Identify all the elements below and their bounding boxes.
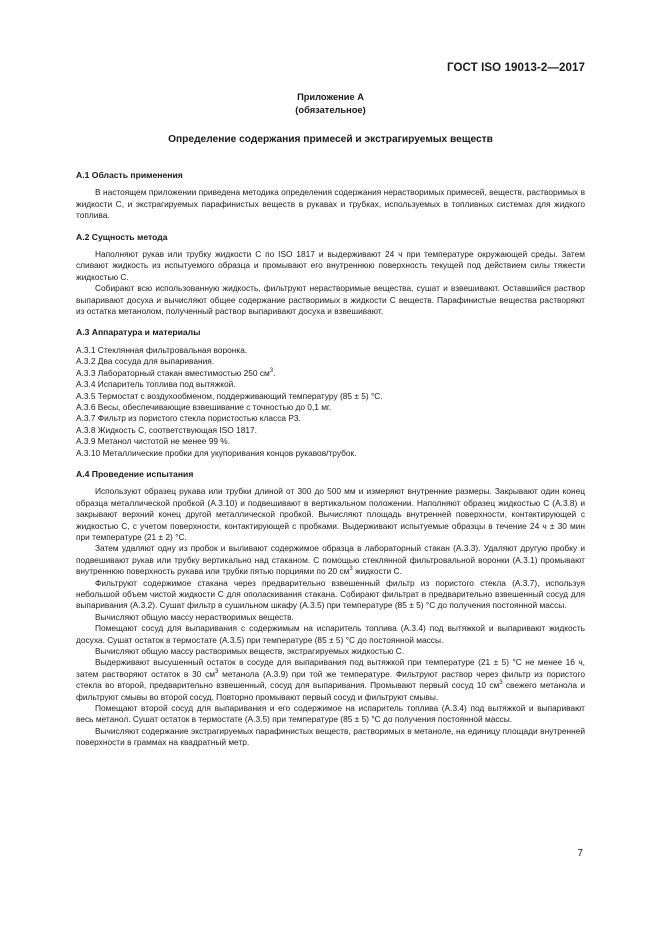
paragraph: Вычисляют общую массу нерастворимых веществ. <box>95 611 294 622</box>
paragraph: Наполняют рукав или трубку жидкости С по ISO 1817 и выдерживают 24 ч при температуре окружающей среды. Затем сливают жидкость из испытуемого образца и промывают его внутреннюю поверхность текущей под действием силы тяжести жидкостью С. <box>76 249 585 282</box>
list-item: А.3.10 Металлические пробки для укупоривания концов рукавов/трубок. <box>76 447 357 458</box>
annex-title: Приложение А <box>297 92 364 102</box>
section-a1 <box>76 170 585 222</box>
section-heading: А.2 Сущность метода <box>76 231 168 242</box>
list-item: А.3.8 Жидкость С, соответствующая ISO 1817. <box>76 424 257 435</box>
section-heading: А.1 Область применения <box>76 170 183 180</box>
list-item: А.3.7 Фильтр из пористого стекла пористостью класса Р3. <box>76 413 301 424</box>
paragraph: Помещают второй сосуд для выпаривания и его содержимое на испаритель топлива (А.3.4) под вытяжкой и выпаривают весь метанол. Сушат остаток в термостате (А.3.5) при температуре (85 ± 5) °С до получения постоянной массы. <box>76 703 585 725</box>
section-a4 <box>76 469 585 749</box>
paragraph: Выдерживают высушенный остаток в сосуде для выпаривания под вытяжкой при температуре (21 ± 5) °С не менее 16 ч, затем растворяют остаток в 30 $см^3$ метанола (А.3.9) при той же температуре. Фильтруют раствор через фильтр из пористого стекла во второй, предварительно взвешенный, сосуд для выпаривания. Промывают первый сосуд 10 $см^3$ свежего метанола и фильтруют смывы во второй сосуд. Повторно промывают первый сосуд и фильтруют смывы. <box>76 657 585 702</box>
standard-number: ГОСТ ISO 19013-2—2017 <box>447 62 585 74</box>
paragraph: Фильтруют содержимое стакана через предварительно взвешенный фильтр из пористого стекла (А.3.7), используя небольшой объем чистой жидкости С для ополаскивания стакана. Собирают фильтрат в предварительно взвешенный сосуд для выпаривания (А.3.2). Сушат фильтр в сушильном шкафу (А.3.5) при температуре (85 ± 5) °С до получения постоянной массы. <box>76 577 585 611</box>
paragraph: Вычисляют содержание экстрагируемых парафинистых веществ, растворимых в метаноле, на единицу площади внутренней поверхности в граммах на квадратный метр. <box>76 725 585 748</box>
paragraph: В настоящем приложении приведена методика определения содержания нерастворимых примесей, веществ, растворимых в жидкости С, и экстрагируемых парафинистых веществ в рукавах и трубках, используемых в топливных системах для жидкого топлива. <box>76 187 585 221</box>
list-item: А.3.9 Метанол чистотой не менее 99 %. <box>76 436 231 447</box>
list-item: А.3.5 Термостат с воздухообменом, поддерживающий температуру (85 ± 5) °С. <box>76 390 383 401</box>
section-heading: А.3 Аппаратура и материалы <box>76 327 201 338</box>
section-heading: А.4 Проведение испытания <box>76 468 194 479</box>
document-body <box>76 170 585 759</box>
section-a2 <box>76 232 585 318</box>
document-title: Определение содержания примесей и экстрагируемых веществ <box>168 134 493 145</box>
paragraph: Собирают всю использованную жидкость, фильтруют нерастворимые вещества, сушат и взвешивают. Оставшийся раствор выпаривают досуха и вычисляют общее содержание растворимых в жидкости С веществ. Парафинистые вещества растворяют из остатка метанолом, полученный раствор выпаривают досуха и взвешивают. <box>76 283 585 317</box>
list-item: А.3.4 Испаритель топлива под вытяжкой. <box>76 379 236 390</box>
paragraph: Используют образец рукава или трубки длиной от 300 до 500 мм и измеряют внутренние размеры. Закрывают один конец образца металлической пробкой (А.3.10) и подвешивают в вертикальном положении. Наполняют образец жидкостью С (А.3.8) и закрывают верхний конец другой металлической пробкой. Вычисляют площадь внутренней поверхности, контактирующей с жидкостью С, с учетом поверхности, контактирующей с пробками. Выдерживают испытуемые образцы в течение 24 ч ± 30 мин при температуре (21 ± 2) °С. <box>76 486 585 542</box>
list-item: А.3.3 Лабораторный стакан вместимостью 250 $см^3$. <box>76 367 276 378</box>
annex-status: (обязательное) <box>295 104 366 115</box>
page-number: 7 <box>577 848 583 859</box>
list-item: А.3.2 Два сосуда для выпаривания. <box>76 356 215 367</box>
list-item: А.3.6 Весы, обеспечивающие взвешивание с точностью до 0,1 мг. <box>76 401 332 412</box>
paragraph: Затем удаляют одну из пробок и выливают содержимое образца в лабораторный стакан (А.3.3). Удаляют другую пробку и подвешивают рукав или трубку вертикально над стаканом. С помощью стеклянной фильтровальной воронки (А.3.1) промывают внутреннюю поверхность рукава или трубки пятью порциями по 20 $см^3$ жидкости С. <box>76 543 585 577</box>
list-item: А.3.1 Стеклянная фильтровальная воронка. <box>76 344 248 355</box>
section-a3 <box>76 327 585 458</box>
paragraph: Вычисляют общую массу растворимых веществ, экстрагируемых жидкостью С. <box>95 646 405 657</box>
annex-heading <box>0 91 661 116</box>
paragraph: Помещают сосуд для выпаривания с содержимым на испаритель топлива (А.3.4) под вытяжкой и выпаривают жидкость досуха. Сушат остаток в термостате (А.3.5) при температуре (85 ± 5) °С до постоянной массы. <box>76 623 585 645</box>
